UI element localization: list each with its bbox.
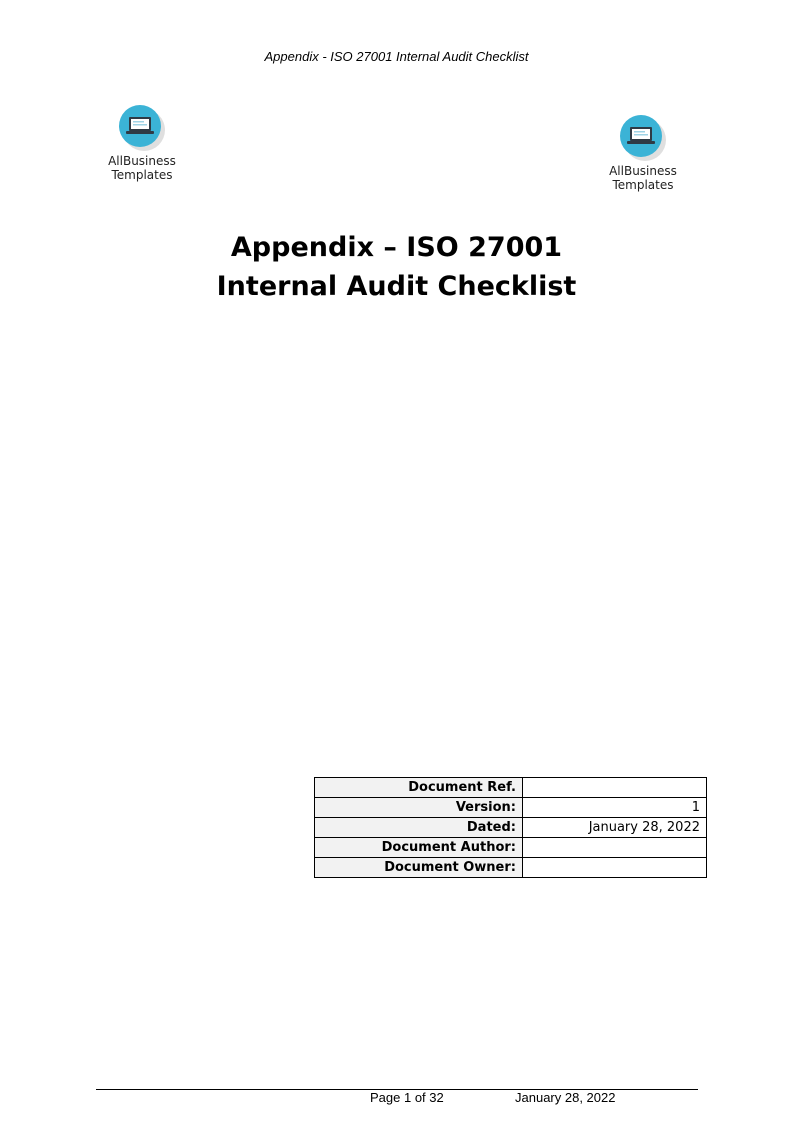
running-header: Appendix - ISO 27001 Internal Audit Checklist [264, 49, 529, 64]
doc-info-value: 1 [523, 798, 707, 818]
doc-info-value [523, 838, 707, 858]
laptop-icon [117, 104, 167, 152]
doc-info-row-author [315, 838, 707, 858]
doc-info-row-version [315, 798, 707, 818]
document-title [0, 228, 793, 306]
doc-info-row-ref [315, 778, 707, 798]
doc-info-value: January 28, 2022 [523, 818, 707, 838]
doc-info-value [523, 778, 707, 798]
logo-text-line1: AllBusiness [108, 154, 176, 168]
doc-info-label: Version: [315, 798, 523, 818]
document-title-line2: Internal Audit Checklist [216, 271, 577, 302]
footer-page-number: Page 1 of 32 [370, 1090, 444, 1105]
doc-info-label: Document Author: [315, 838, 523, 858]
logo-text-line2: Templates [111, 168, 173, 182]
logo-text-line2: Templates [612, 178, 674, 192]
doc-info-row-owner [315, 858, 707, 878]
footer-date: January 28, 2022 [515, 1090, 616, 1105]
company-logo [97, 104, 187, 182]
doc-info-label: Document Owner: [315, 858, 523, 878]
logo-text-line1: AllBusiness [609, 164, 677, 178]
laptop-icon [618, 114, 668, 162]
doc-info-row-dated [315, 818, 707, 838]
doc-info-label: Dated: [315, 818, 523, 838]
doc-info-value [523, 858, 707, 878]
document-title-line1: Appendix – ISO 27001 [230, 232, 563, 263]
company-logo [598, 114, 688, 192]
document-info-table [314, 777, 707, 878]
doc-info-label: Document Ref. [315, 778, 523, 798]
